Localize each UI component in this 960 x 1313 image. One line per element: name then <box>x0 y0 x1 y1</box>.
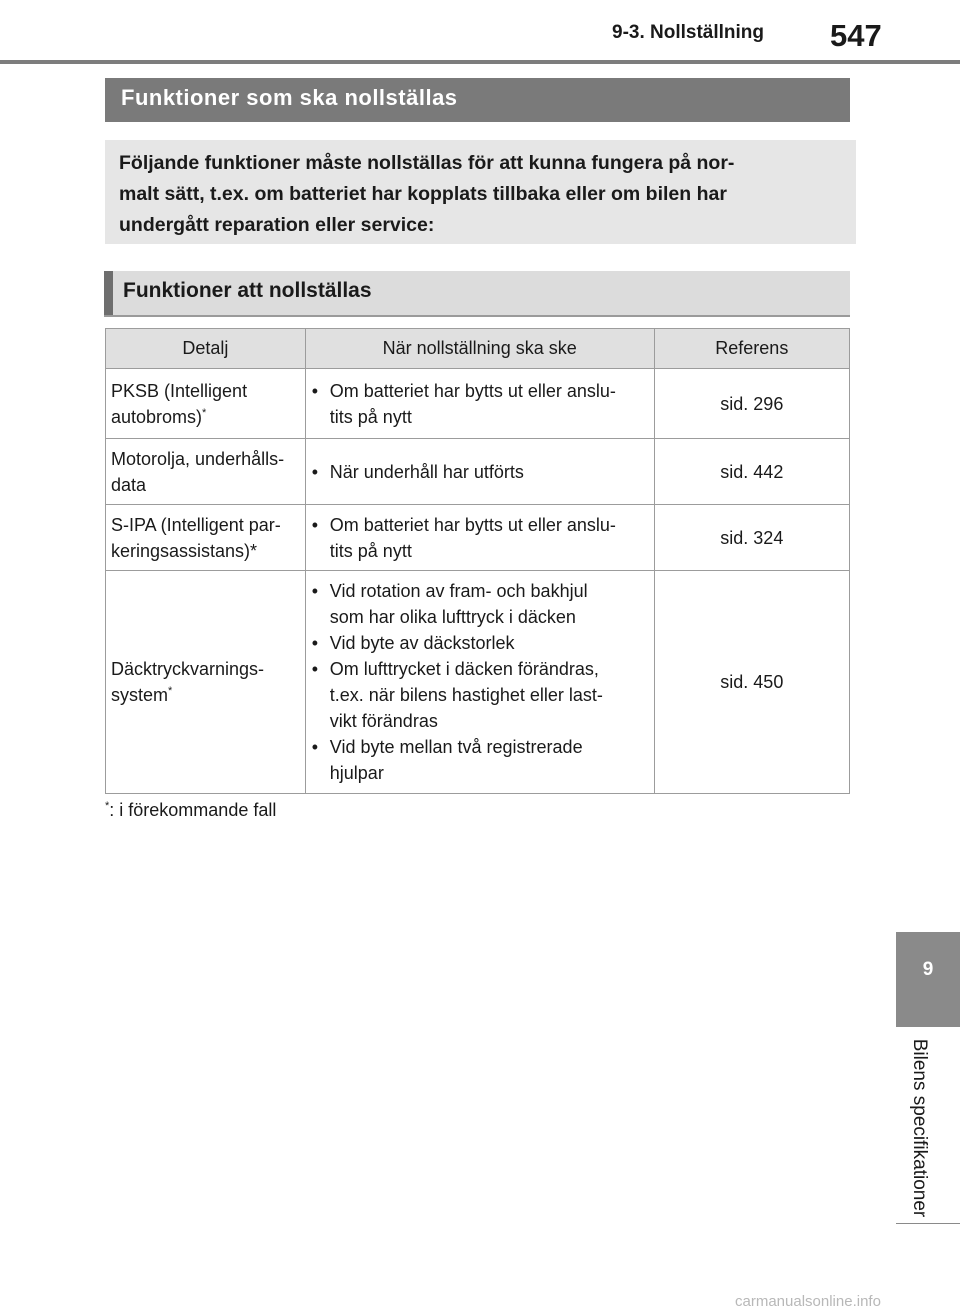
list-item: • Om lufttrycket i däcken förändras, t.ex. när bilens hastighet eller last- vikt förändras <box>312 656 654 734</box>
row-when <box>305 505 654 571</box>
row-reference: sid. 296 <box>654 369 849 439</box>
intro-box <box>105 140 856 244</box>
list-item: • Om batteriet har bytts ut eller anslu- tits på nytt <box>312 512 654 564</box>
row-detail: S-IPA (Intelligent par- keringsassistans)* <box>106 505 306 571</box>
section-title: Funktioner som ska nollställas <box>121 85 458 110</box>
column-header-detail: Detalj <box>106 329 306 369</box>
row-detail: Däcktryckvarnings- system* <box>106 571 306 794</box>
subheading-bar <box>104 271 850 317</box>
section-title-bar <box>105 78 850 122</box>
table-row <box>106 369 850 439</box>
row-when <box>305 439 654 505</box>
intro-text: Följande funktioner måste nollställas för att kunna fungera på nor- malt sätt, t.ex. om batteriet har kopplats tillbaka eller om bilen har undergått reparation eller service: <box>119 152 735 236</box>
footnote <box>105 800 276 821</box>
row-reference: sid. 324 <box>654 505 849 571</box>
list-item: • När underhåll har utförts <box>312 459 654 485</box>
subheading-text: Funktioner att nollställas <box>123 279 372 302</box>
chapter-number: 9 <box>922 959 934 980</box>
table-header-row <box>106 329 850 369</box>
row-when <box>305 369 654 439</box>
chapter-label: Bilens specifikationer <box>909 1038 930 1218</box>
page-number: 547 <box>830 18 882 53</box>
footnote-mark: * <box>105 800 110 812</box>
row-reference: sid. 442 <box>654 439 849 505</box>
row-reference: sid. 450 <box>654 571 849 794</box>
row-when <box>305 571 654 794</box>
header-divider <box>0 60 960 64</box>
table-row <box>106 505 850 571</box>
list-item: • Vid byte av däckstorlek <box>312 630 654 656</box>
table-row <box>106 439 850 505</box>
watermark: carmanualsonline.info <box>735 1293 881 1310</box>
section-header: 9-3. Nollställning <box>612 22 765 43</box>
list-item: • Vid byte mellan två registrerade hjulpar <box>312 734 654 786</box>
list-item: • Vid rotation av fram- och bakhjul som har olika lufttryck i däcken <box>312 578 654 630</box>
column-header-when: När nollställning ska ske <box>305 329 654 369</box>
list-item: • Om batteriet har bytts ut eller anslu- tits på nytt <box>312 378 654 430</box>
column-header-reference: Referens <box>654 329 849 369</box>
row-detail: Motorolja, underhålls- data <box>106 439 306 505</box>
row-detail: PKSB (Intelligent autobroms)* <box>106 369 306 439</box>
reset-functions-table <box>105 328 850 794</box>
footnote-text: : i förekommande fall <box>109 800 277 820</box>
subheading-accent <box>104 271 113 315</box>
table-row <box>106 571 850 794</box>
